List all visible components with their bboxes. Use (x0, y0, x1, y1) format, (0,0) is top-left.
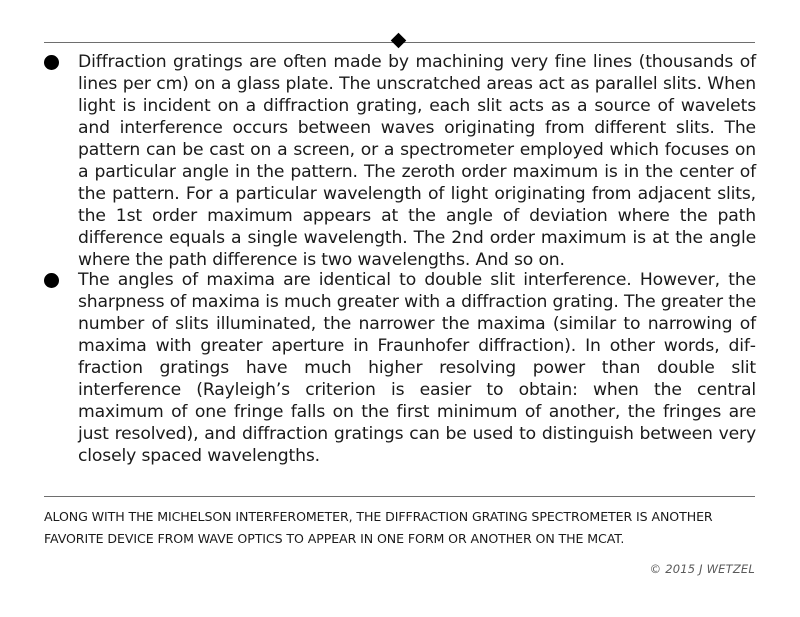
copyright-notice: © 2015 J WETZEL (649, 562, 755, 576)
bullet-text: The angles of maxima are identical to double slit interference. However, the sharpness of maxima is much greater with a diffraction grating. The greater the number of slits illuminated, the narrower the maxima (similar to narrowing of maxima with greater aperture in Fraunhofer diffraction). In other words, diffraction gratings have much higher resolving power than double slit interference (Rayleigh’s criterion is easier to obtain: when the central maximum of one fringe falls on the first minimum of another, the fringes are just resolved), and diffraction gratings can be used to distinguish between very closely spaced wavelengths. (78, 270, 756, 466)
bullet-icon (44, 55, 59, 70)
footer-note: ALONG WITH THE MICHELSON INTERFEROMETER, THE DIFFRACTION GRATING SPECTROMETER IS ANOTHER FAVORITE DEVICE FROM WAVE OPTICS TO APPEAR IN ONE FORM OR ANOTHER ON THE MCAT. (44, 509, 713, 546)
bullet-text: Diffraction gratings are often made by machining very fine lines (thousands of lines per cm) on a glass plate. The unscratched areas act as parallel slits. When light is incident on a diffraction grating, each slit acts as a source of wavelets and interference occurs between waves originating from different slits. The pattern can be cast on a screen, or a spectrometer employed which focuses on a particular angle in the pattern. The zeroth order maximum is in the center of the pattern. For a particular wavelength of light originating from adjacent slits, the 1st order maximum appears at the angle of deviation where the path difference equals a single wavelength. The 2nd order maximum is at the angle where the path difference is two wavelengths. And so on. (78, 52, 756, 270)
bottom-divider-rule (44, 496, 755, 497)
bullet-icon (44, 273, 59, 288)
diamond-icon (391, 33, 407, 49)
